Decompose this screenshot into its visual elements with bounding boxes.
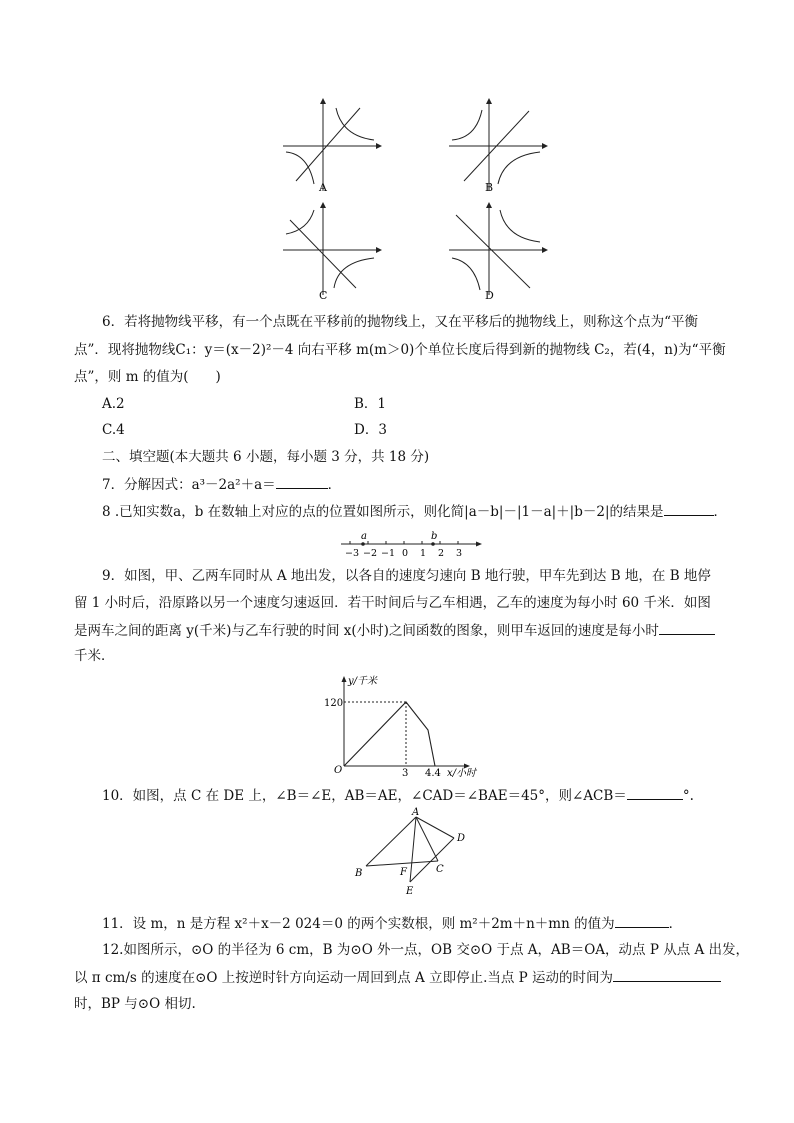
q11-answer-blank[interactable] bbox=[615, 913, 669, 928]
q6-line1: 6．若将抛物线平移，有一个点既在平移前的抛物线上，又在平移后的抛物线上，则称这个点为“平衡 bbox=[102, 314, 698, 330]
q8-end: ． bbox=[713, 504, 728, 520]
q11-text: 11．设 m，n 是方程 x²＋x－2 024＝0 的两个实数根，则 m²＋2m＋n＋mn 的值为 bbox=[102, 916, 615, 932]
q7-end: ． bbox=[327, 477, 342, 493]
vertex-c: C bbox=[436, 864, 444, 875]
point-a bbox=[361, 542, 365, 546]
q6-option-d: D．3 bbox=[354, 422, 387, 438]
graph-line bbox=[344, 702, 435, 766]
tick-label: 0 bbox=[402, 548, 409, 559]
distance-time-graph bbox=[316, 672, 486, 782]
q10 bbox=[102, 785, 694, 806]
q6-option-a: A.2 bbox=[102, 396, 125, 412]
vertex-a: A bbox=[412, 807, 420, 818]
section-heading: 二、填空题(本大题共 6 小题，每小题 3 分，共 18 分) bbox=[102, 449, 430, 465]
graph-a bbox=[278, 96, 388, 196]
tick-label: 1 bbox=[420, 548, 427, 559]
q6-line3: 点”，则 m 的值为( ) bbox=[74, 369, 221, 385]
q10-answer-blank[interactable] bbox=[627, 785, 683, 800]
graph-a-label: A bbox=[319, 181, 327, 194]
q12-answer-blank[interactable] bbox=[613, 967, 721, 982]
q12-line2 bbox=[74, 967, 721, 988]
x-axis-label: x/小时 bbox=[447, 768, 477, 779]
vertex-b: B bbox=[355, 868, 363, 879]
q12-line2-text: 以 π cm/s 的速度在⊙O 上按逆时针方向运动一周回到点 A 立即停止.当点 P 运动的时间为 bbox=[74, 970, 614, 986]
q9-answer-blank[interactable] bbox=[659, 620, 715, 635]
q11 bbox=[102, 913, 682, 934]
vertex-f: F bbox=[400, 867, 407, 878]
q10-text: 10．如图，点 C 在 DE 上，∠B＝∠E，AB＝AE，∠CAD＝∠BAE＝45°，则∠ACB＝ bbox=[102, 788, 627, 804]
q6-option-b: B．1 bbox=[354, 396, 387, 412]
q12-line1: 12.如图所示，⊙O 的半径为 6 cm，B 为⊙O 外一点，OB 交⊙O 于点 A，AB＝OA，动点 P 从点 A 出发， bbox=[102, 942, 750, 958]
q6-option-c: C.4 bbox=[102, 422, 125, 438]
y-tick-120: 120 bbox=[324, 698, 344, 709]
q8-text: 8 .已知实数a，b 在数轴上对应的点的位置如图所示，则化简|a－b|－|1－a|＋|b－2|的结果是 bbox=[102, 504, 664, 520]
tick-label: 2 bbox=[438, 548, 445, 559]
number-line-label-a: a bbox=[361, 531, 367, 542]
q7-answer-blank[interactable] bbox=[276, 474, 328, 489]
x-tick-3: 3 bbox=[402, 768, 409, 779]
graph-b bbox=[444, 96, 554, 196]
vertex-d: D bbox=[457, 833, 466, 844]
q8 bbox=[102, 501, 727, 522]
y-axis-label: y/千米 bbox=[348, 676, 378, 687]
vertex-e: E bbox=[406, 886, 414, 897]
q7 bbox=[102, 474, 341, 495]
q6-line2: 点”．现将抛物线C₁：y＝(x－2)²－4 向右平移 m(m＞0)个单位长度后得到新的抛物线 C₂，若(4，n)为“平衡 bbox=[74, 342, 726, 358]
q7-text: 7．分解因式：a³－2a²＋a＝ bbox=[102, 477, 276, 493]
number-line bbox=[336, 528, 486, 562]
tick-label: −1 bbox=[381, 548, 396, 559]
number-line-label-b: b bbox=[431, 531, 438, 542]
q10-end: °. bbox=[682, 788, 694, 804]
point-b bbox=[431, 542, 435, 546]
q8-answer-blank[interactable] bbox=[664, 501, 714, 516]
q9-line3-text: 是两车之间的距离 y(千米)与乙车行驶的时间 x(小时)之间函数的图象，则甲车返回的速度是每小时 bbox=[74, 623, 659, 639]
tick-label: −2 bbox=[363, 548, 378, 559]
q9-line2: 留 1 小时后，沿原路以另一个速度匀速返回．若干时间后与乙车相遇，乙车的速度为每小时 60 千米．如图 bbox=[74, 595, 711, 611]
q9-line4: 千米． bbox=[74, 648, 115, 664]
tick-label: −3 bbox=[345, 548, 360, 559]
q11-end: ． bbox=[668, 916, 683, 932]
tick-label: 3 bbox=[456, 548, 463, 559]
graph-d bbox=[444, 200, 554, 300]
x-tick-4-4: 4.4 bbox=[425, 768, 441, 779]
q9-line3 bbox=[74, 620, 715, 641]
graph-d-label: D bbox=[485, 289, 494, 302]
origin-label: O bbox=[334, 765, 343, 776]
graph-b-label: B bbox=[485, 181, 494, 194]
q12-line3: 时，BP 与⊙O 相切. bbox=[74, 996, 196, 1012]
triangle-figure bbox=[346, 807, 476, 900]
graph-c-label: C bbox=[319, 289, 328, 302]
q9-line1: 9．如图，甲、乙两车同时从 A 地出发，以各自的速度匀速向 B 地行驶，甲车先到达 B 地，在 B 地停 bbox=[102, 568, 711, 584]
graph-c bbox=[278, 200, 388, 300]
